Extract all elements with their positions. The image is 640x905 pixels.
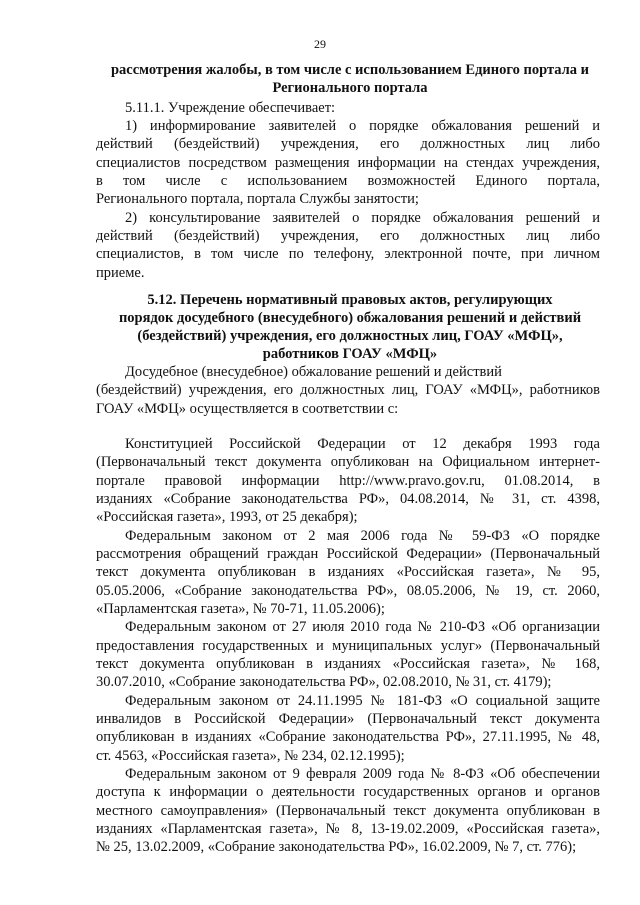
- clause-5-11-1: 5.11.1. Учреждение обеспечивает:: [125, 100, 336, 116]
- section-heading-line: Регионального портала: [272, 80, 428, 96]
- law-8-fz-line: Федеральным законом от 9 февраля 2009 года № 8-ФЗ «Об обеспечении: [125, 766, 600, 782]
- law-210-fz-line: предоставления государственных и муниципальных услуг» (Первоначальный: [96, 638, 600, 654]
- law-8-fz-line: № 25, 13.02.2009, «Собрание законодательства РФ», 16.02.2009, № 7, ст. 776);: [96, 839, 577, 855]
- item-1-line: в том числе с использованием возможностей Единого портала,: [96, 173, 600, 189]
- law-210-fz-line: текст документа опубликован в изданиях «Российская газета», № 168,: [96, 656, 600, 672]
- law-constitution-line: «Российская газета», 1993, от 25 декабря);: [96, 509, 358, 525]
- law-181-fz-line: опубликован в изданиях «Собрание законодательства РФ», 27.11.1995, № 48,: [96, 729, 600, 745]
- law-210-fz-line: Федеральным законом от 27 июля 2010 года № 210-ФЗ «Об организации: [125, 619, 600, 635]
- section-5-12-heading-line: порядок досудебного (внесудебного) обжалования решений и действий: [118, 310, 582, 326]
- item-2-line: приеме.: [96, 265, 145, 281]
- item-1-line: специалистов посредством размещения информации на стендах учреждения,: [96, 155, 600, 171]
- item-2-line: 2) консультирование заявителей о порядке обжалования решений и: [125, 210, 600, 226]
- page-number: 29: [314, 37, 326, 51]
- intro-line: Досудебное (внесудебное) обжалование решений и действий: [125, 364, 502, 380]
- section-heading-line: рассмотрения жалобы, в том числе с использованием Единого портала и: [110, 62, 590, 78]
- law-181-fz-line: ст. 4563, «Российская газета», № 234, 02.12.1995);: [96, 748, 405, 764]
- law-8-fz-line: местного самоуправления» (Первоначальный текст документа опубликован в: [96, 803, 600, 819]
- intro-line: (бездействий) учреждения, его должностных лиц, ГОАУ «МФЦ», работников: [96, 382, 600, 398]
- item-1-line: действий (бездействий) учреждения, его должностных лиц либо: [96, 136, 600, 152]
- item-1-line: 1) информирование заявителей о порядке обжалования решений и: [125, 118, 600, 134]
- law-59-fz-line: рассмотрения обращений граждан Российской Федерации» (Первоначальный: [96, 546, 600, 562]
- item-1-line: Регионального портала, портала Службы занятости;: [96, 191, 419, 207]
- law-8-fz-line: доступа к информации о деятельности государственных органов и органов: [96, 784, 600, 800]
- law-59-fz-line: текст документа опубликован в изданиях «Российская газета», № 95,: [96, 564, 600, 580]
- item-2-line: специалистов, в том числе по телефону, электронной почте, при личном: [96, 246, 600, 262]
- law-constitution-line: (Первоначальный текст документа опубликован на Официальном интернет-: [96, 454, 600, 470]
- law-210-fz-line: 30.07.2010, «Собрание законодательства РФ», 02.08.2010, № 31, ст. 4179);: [96, 674, 552, 690]
- law-constitution-line: изданиях «Собрание законодательства РФ», 04.08.2014, № 31, ст. 4398,: [96, 491, 600, 507]
- law-59-fz-line: Федеральным законом от 2 мая 2006 года № 59-ФЗ «О порядке: [125, 528, 600, 544]
- law-59-fz-line: 05.05.2006, «Собрание законодательства РФ», 08.05.2006, № 19, ст. 2060,: [96, 583, 600, 599]
- intro-line: ГОАУ «МФЦ» осуществляется в соответствии с:: [96, 401, 399, 417]
- law-8-fz-line: изданиях «Парламентская газета», № 8, 13-19.02.2009, «Российская газета»,: [96, 821, 600, 837]
- law-constitution-line: Конституцией Российской Федерации от 12 декабря 1993 года: [125, 436, 600, 452]
- item-2-line: действий (бездействий) учреждения, его должностных лиц либо: [96, 228, 600, 244]
- law-181-fz-line: инвалидов в Российской Федерации» (Первоначальный текст документа: [96, 711, 600, 727]
- law-constitution-line: портале правовой информации http://www.pravo.gov.ru, 01.08.2014, в: [96, 473, 600, 489]
- section-5-12-heading-line: работников ГОАУ «МФЦ»: [262, 346, 438, 362]
- section-5-12-heading-line: 5.12. Перечень нормативный правовых актов, регулирующих: [147, 292, 553, 308]
- law-181-fz-line: Федеральным законом от 24.11.1995 № 181-ФЗ «О социальной защите: [125, 693, 600, 709]
- law-59-fz-line: «Парламентская газета», № 70-71, 11.05.2006);: [96, 601, 385, 617]
- section-5-12-heading-line: (бездействий) учреждения, его должностных лиц, ГОАУ «МФЦ»,: [137, 328, 563, 344]
